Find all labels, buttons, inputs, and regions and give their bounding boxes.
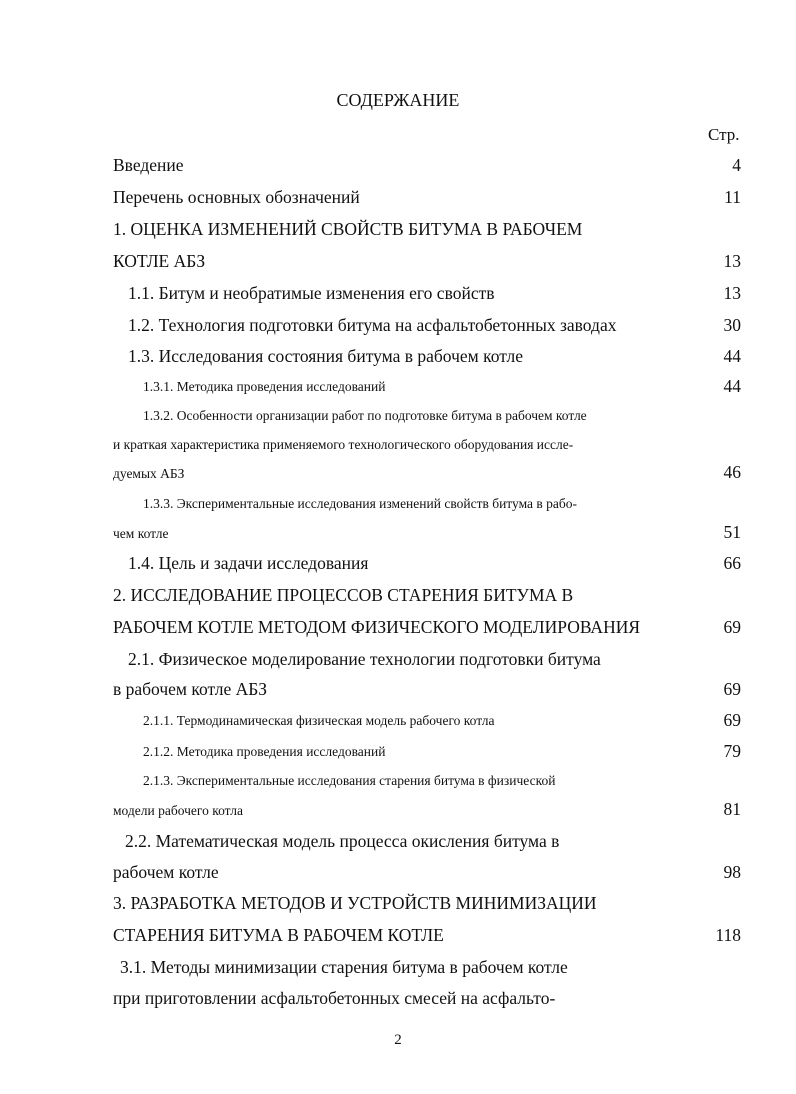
toc-entry-page: 79 [723,741,741,761]
toc-entry-text: и краткая характеристика применяемого технологического оборудования иссле- [113,437,574,452]
toc-entry-text: 2. ИССЛЕДОВАНИЕ ПРОЦЕССОВ СТАРЕНИЯ БИТУМА В [113,585,574,605]
toc-entry-text: 2.1.2. Методика проведения исследований [143,744,386,759]
toc-entry-page: 69 [723,617,741,637]
toc-entry-text: 1.3. Исследования состояния битума в рабочем котле [128,346,523,366]
toc-entry-text: 1.3.3. Экспериментальные исследования изменений свойств битума в рабо- [143,496,578,511]
toc-entry-text: 2.2. Математическая модель процесса окисления битума в [125,831,560,851]
toc-entry-page: 4 [732,155,741,175]
toc-entry-page: 44 [723,346,741,366]
toc-entry-text: Перечень основных обозначений [113,187,360,207]
toc-entry-text: 3.1. Методы минимизации старения битума в рабочем котле [120,957,568,977]
toc-entry-page: 13 [723,251,741,271]
toc-entry-page: 13 [723,283,741,303]
toc-entry-page: 66 [723,553,741,573]
toc-entry-page: 11 [724,187,741,207]
toc-entry-page: 51 [723,522,741,542]
toc-entry-text: 1.2. Технология подготовки битума на асфальтобетонных заводах [128,315,617,335]
toc-entry-text: 2.1.1. Термодинамическая физическая модель рабочего котла [143,713,495,728]
toc-entry-text: чем котле [113,526,169,541]
toc-entry-text: 3. РАЗРАБОТКА МЕТОДОВ И УСТРОЙСТВ МИНИМИЗАЦИИ [113,893,597,913]
toc-entry-text: КОТЛЕ АБЗ [113,251,206,271]
toc-entry-page: 46 [723,462,741,482]
toc-entry-text: 1.4. Цель и задачи исследования [128,553,369,573]
toc-entry-page: 69 [723,679,741,699]
toc-entry-page: 30 [723,315,741,335]
toc-entry-text: дуемых АБЗ [113,466,185,481]
toc-entry-text: 1.3.2. Особенности организации работ по подготовке битума в рабочем котле [143,408,587,423]
toc-entry-text: РАБОЧЕМ КОТЛЕ МЕТОДОМ ФИЗИЧЕСКОГО МОДЕЛИРОВАНИЯ [113,617,641,637]
toc-entry-page: 98 [723,862,741,882]
toc-entry-page: 69 [723,710,741,730]
toc-entry-text: при приготовлении асфальтобетонных смесей на асфальто- [113,988,556,1008]
toc-entry-text: СТАРЕНИЯ БИТУМА В РАБОЧЕМ КОТЛЕ [113,925,444,945]
toc-entry-text: 1.3.1. Методика проведения исследований [143,379,386,394]
toc-entry-text: 1.1. Битум и необратимые изменения его свойств [128,283,495,303]
page-column-header: Стр. [708,125,740,144]
toc-entry-text: рабочем котле [113,862,219,882]
toc-entry-text: 2.1. Физическое моделирование технологии подготовки битума [128,649,601,669]
toc-entry-page: 81 [723,799,741,819]
toc-entry-text: модели рабочего котла [113,803,243,818]
toc-entry-text: в рабочем котле АБЗ [113,679,268,699]
page-title: СОДЕРЖАНИЕ [336,90,460,110]
toc-entry-text: 2.1.3. Экспериментальные исследования старения битума в физической [143,773,556,788]
toc-entry-page: 118 [715,925,741,945]
toc-entry-text: Введение [113,155,184,175]
toc-entry-page: 44 [723,376,741,396]
toc-entry-text: 1. ОЦЕНКА ИЗМЕНЕНИЙ СВОЙСТВ БИТУМА В РАБОЧЕМ [113,219,583,239]
page-number: 2 [394,1032,402,1048]
